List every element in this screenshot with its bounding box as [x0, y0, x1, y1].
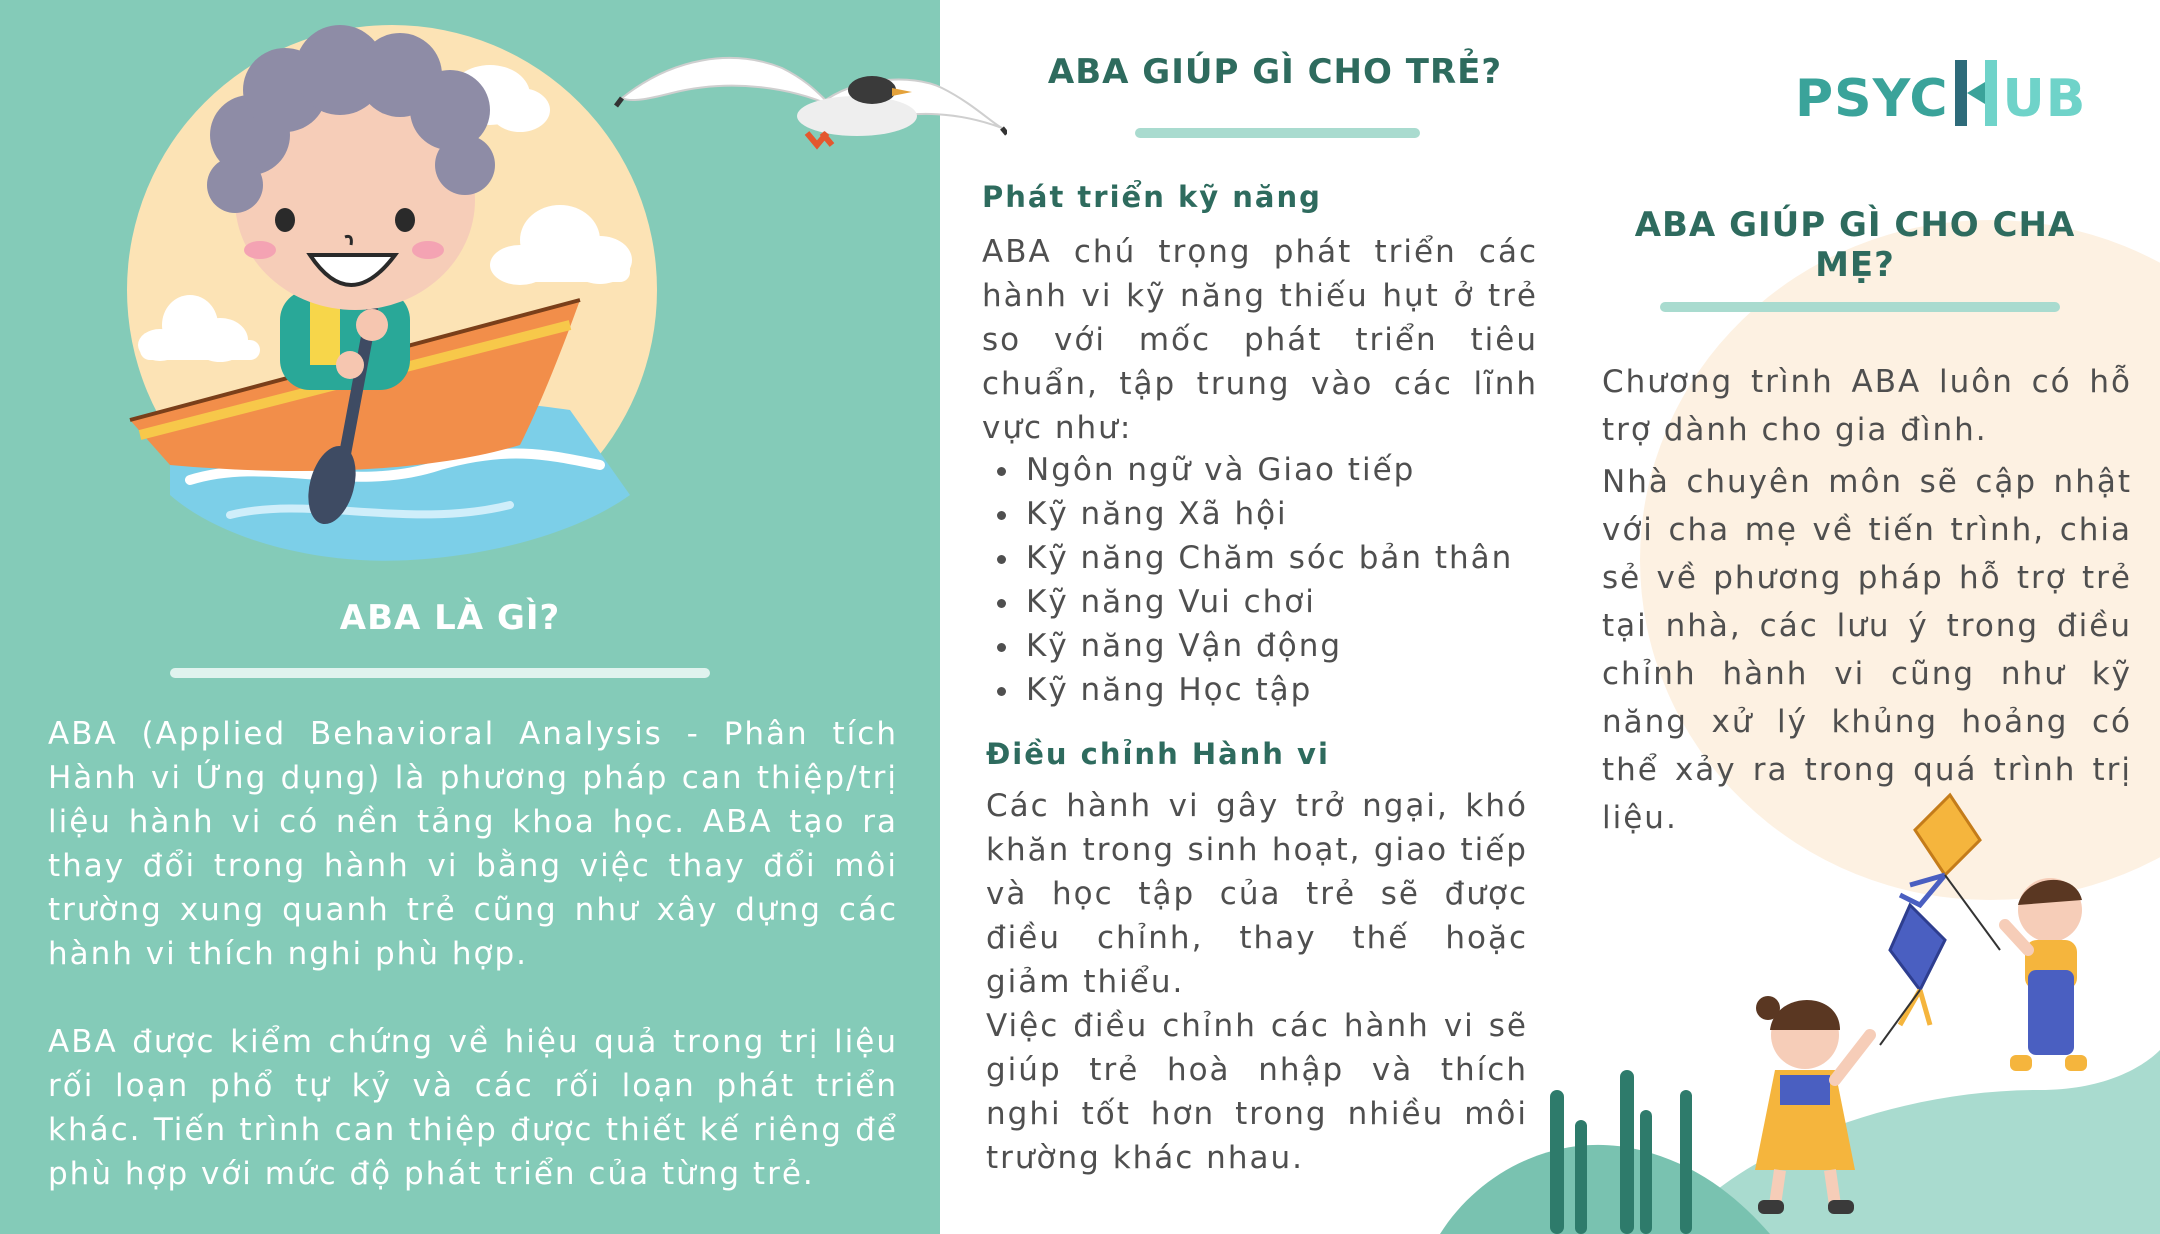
skill-item: • Kỹ năng Học tập: [1022, 668, 1513, 712]
logo-text-left: PSYC: [1795, 69, 1949, 129]
right-section-title: ABA GIÚP GÌ CHO CHA MẸ?: [1634, 205, 2076, 285]
kids-flying-kites-illustration: [1440, 790, 2160, 1234]
right-paragraph-2: Nhà chuyên môn sẽ cập nhật với cha mẹ về tiến trình, chia sẻ về phương pháp hỗ trợ trẻ tại nhà, các lưu ý trong điều chỉnh hành vi cũng như kỹ năng xử lý khủng hoảng có thể xảy ra trong quá trình trị liệu.: [1602, 464, 2132, 836]
seagull-illustration: [612, 48, 1007, 158]
psychub-logo: [1795, 62, 2086, 129]
skill-item: • Kỹ năng Vui chơi: [1022, 580, 1513, 624]
boy-in-boat-illustration: [110, 25, 670, 565]
left-paragraph-1: ABA (Applied Behavioral Analysis - Phân tích Hành vi Ứng dụng) là phương pháp can thiệp/trị liệu hành vi có nền tảng khoa học. ABA tạo ra thay đổi trong hành vi bằng việc thay đổi môi trường xung quanh trẻ cũng như xây dựng các hành vi thích nghi phù hợp.: [48, 716, 898, 972]
skill-item: • Kỹ năng Chăm sóc bản thân: [1022, 536, 1513, 580]
skills-heading: Phát triển kỹ năng: [982, 180, 1322, 214]
logo-h-icon: [1949, 62, 2003, 124]
middle-section-title: ABA GIÚP GÌ CHO TRẺ?: [1047, 52, 1503, 92]
behavior-text-2: Việc điều chỉnh các hành vi sẽ giúp trẻ hoà nhập và thích nghi tốt hơn trong nhiều môi trường khác nhau.: [986, 1008, 1528, 1176]
skill-item: • Kỹ năng Vận động: [1022, 624, 1513, 668]
right-paragraph-1: Chương trình ABA luôn có hỗ trợ dành cho gia đình.: [1602, 364, 2132, 448]
skills-list: [982, 448, 1513, 712]
skill-item: • Ngôn ngữ và Giao tiếp: [1022, 448, 1513, 492]
right-title-underline: [1660, 302, 2060, 312]
middle-title-underline: [1135, 128, 1420, 138]
skill-item: • Kỹ năng Xã hội: [1022, 492, 1513, 536]
logo-text-right: UB: [2002, 69, 2087, 129]
left-paragraph-2: ABA được kiểm chứng về hiệu quả trong trị liệu rối loạn phổ tự kỷ và các rối loạn phát triển khác. Tiến trình can thiệp được thiết kế riêng để phù hợp với mức độ phát triển của từng trẻ.: [48, 1024, 898, 1192]
left-section-title: ABA LÀ GÌ?: [339, 598, 561, 638]
behavior-heading: Điều chỉnh Hành vi: [986, 737, 1330, 771]
left-title-underline: [170, 668, 710, 678]
left-panel: [0, 0, 940, 1234]
skills-intro: ABA chú trọng phát triển các hành vi kỹ năng thiếu hụt ở trẻ so với mốc phát triển tiêu chuẩn, tập trung vào các lĩnh vực như:: [982, 234, 1538, 446]
behavior-text-1: Các hành vi gây trở ngại, khó khăn trong sinh hoạt, giao tiếp và học tập của trẻ sẽ được điều chỉnh, thay thế hoặc giảm thiểu.: [986, 788, 1528, 1000]
